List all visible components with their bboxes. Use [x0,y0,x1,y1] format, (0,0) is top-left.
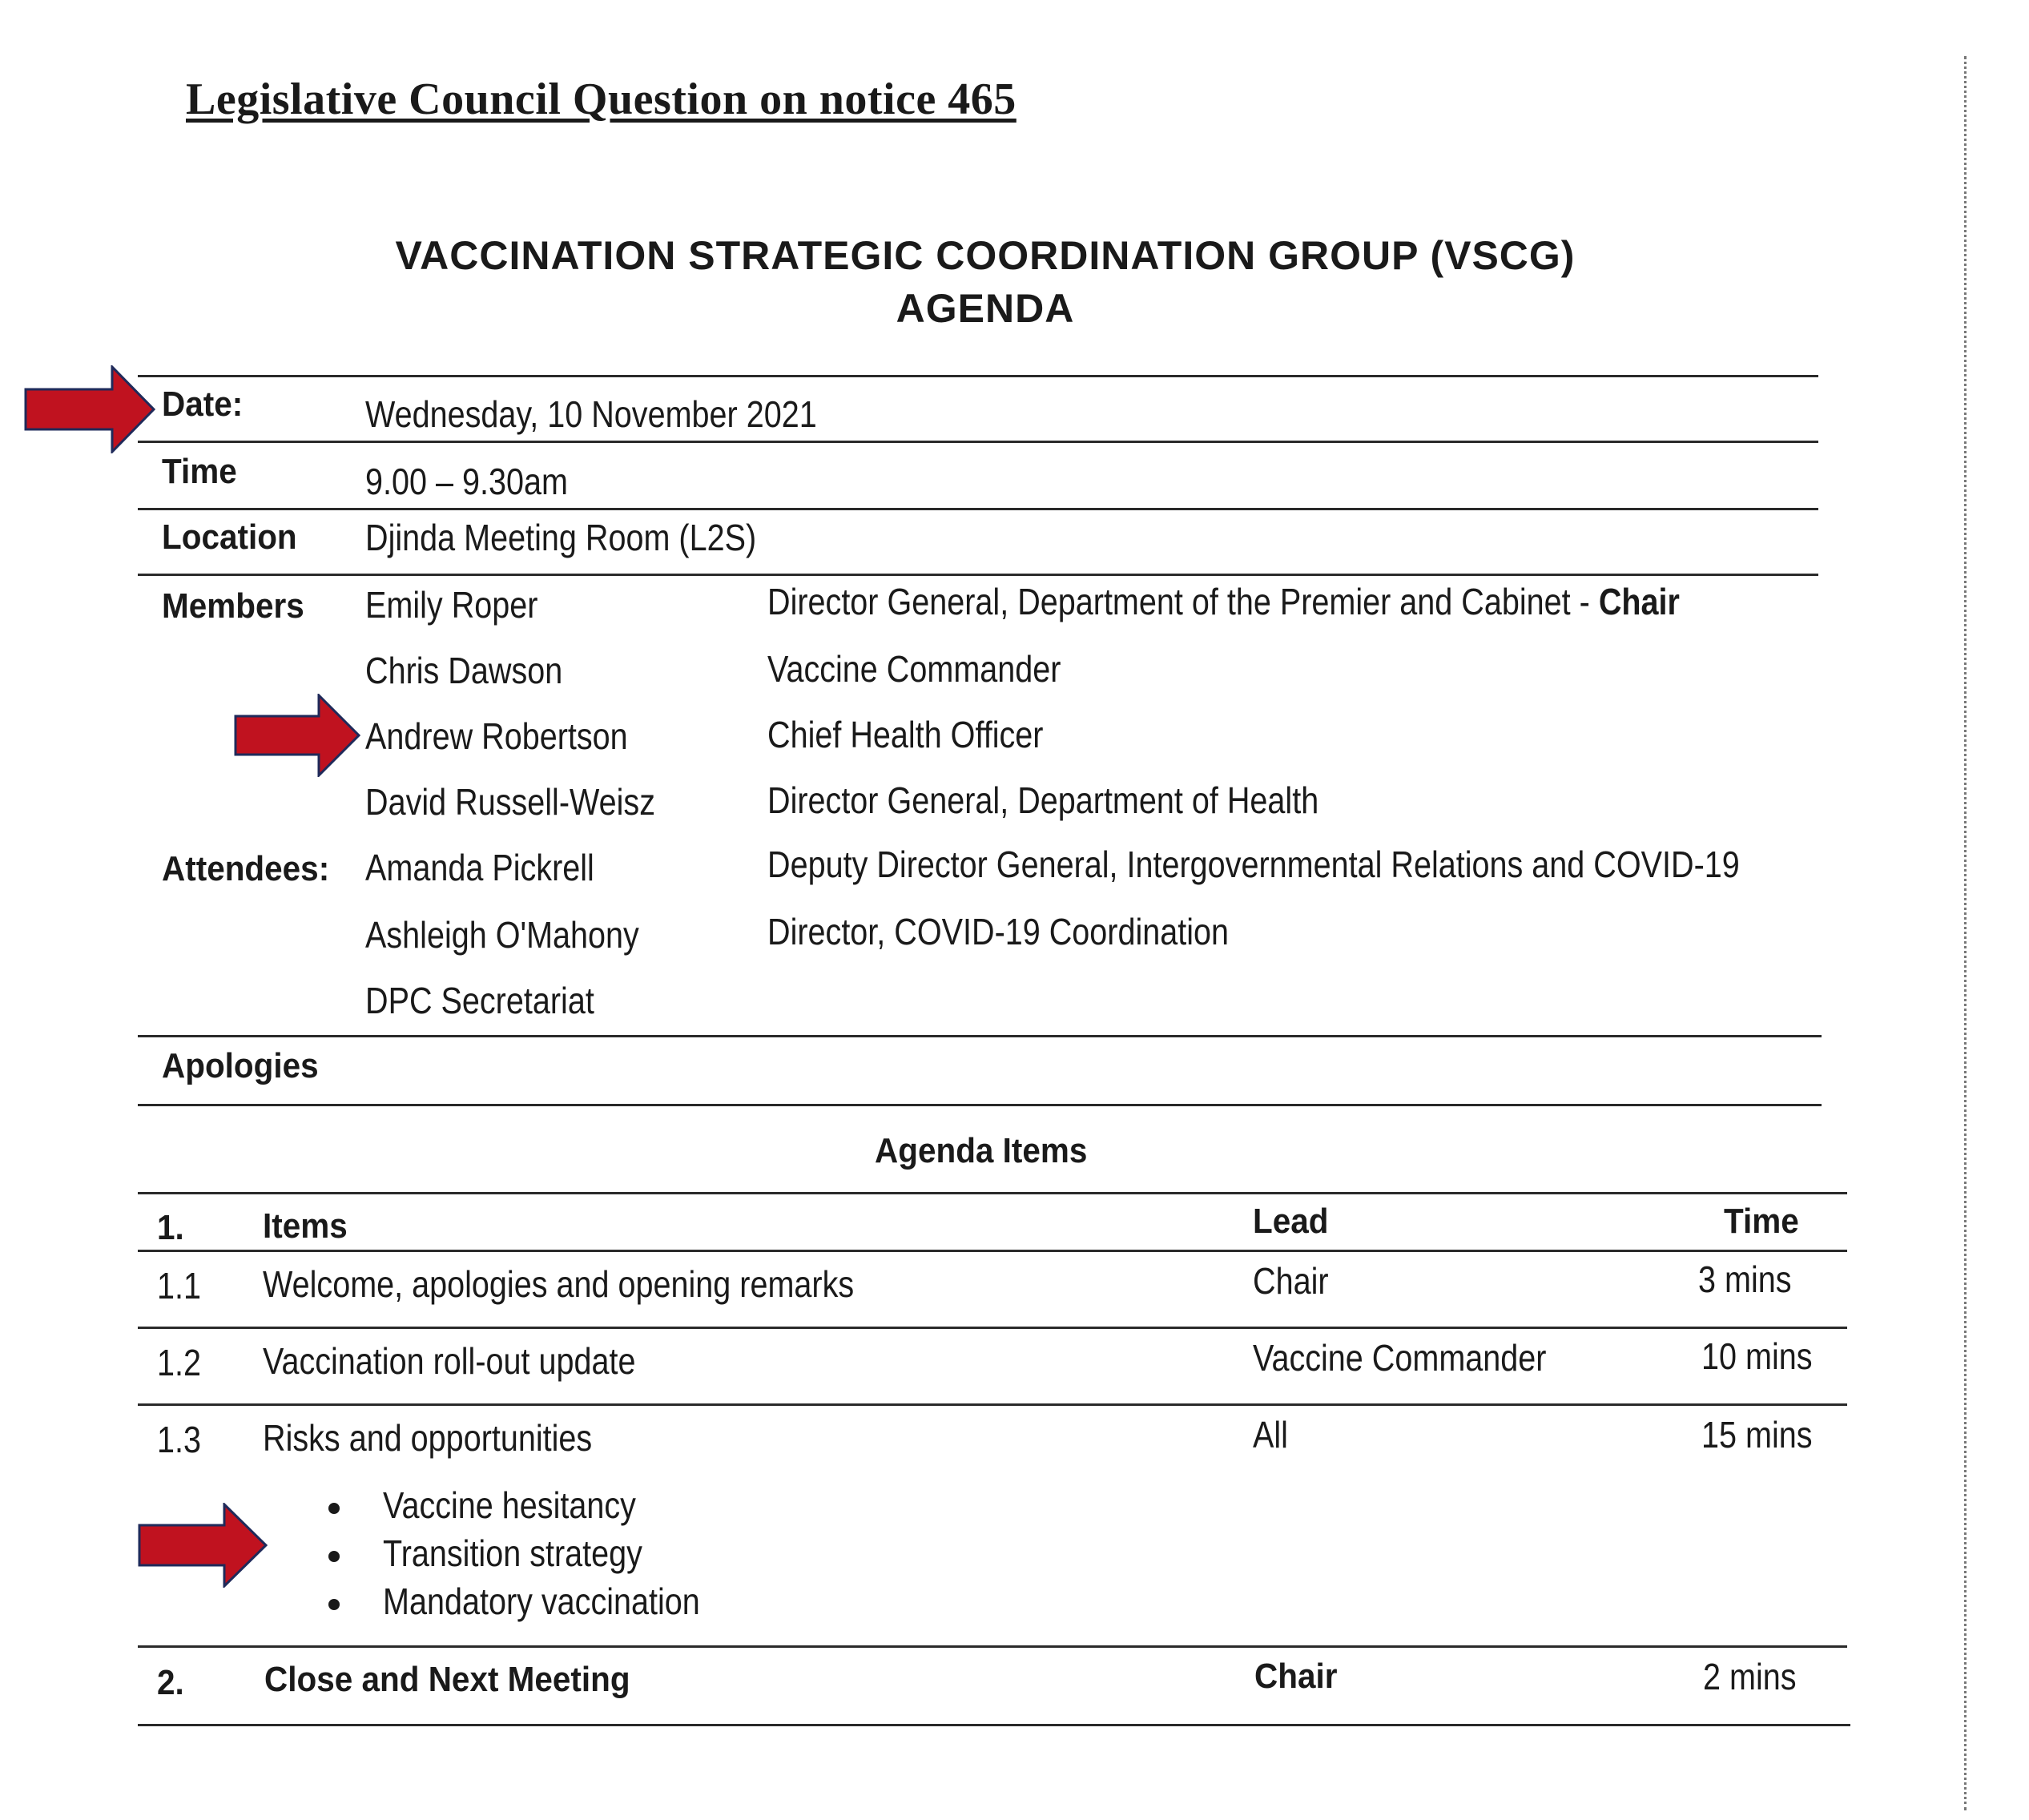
row-lead: Chair [1253,1260,1329,1302]
member-role: Vaccine Commander [767,648,1061,690]
location-label: Location [162,517,297,557]
header-time: Time [1724,1202,1799,1241]
member-name: Emily Roper [365,584,538,626]
row-time: 15 mins [1701,1414,1813,1456]
attendee-name: Amanda Pickrell [365,847,594,888]
divider-row-2 [138,1403,1847,1406]
attendee-role: Deputy Director General, Intergovernmental Relations and COVID-19 [767,844,1740,885]
member-name: David Russell-Weisz [365,781,655,823]
close-num: 2. [157,1663,184,1702]
row-item: Welcome, apologies and opening remarks [263,1263,855,1305]
date-value: Wednesday, 10 November 2021 [365,393,817,435]
divider-time [138,508,1818,510]
time-value: 9.00 – 9.30am [365,461,568,502]
attendee-name: Ashleigh O'Mahony [365,914,639,956]
agenda-heading: AGENDA [896,286,1075,331]
row-item: Risks and opportunities [263,1417,593,1459]
member-name: Chris Dawson [365,650,563,691]
divider-row-3 [138,1645,1847,1648]
divider-members [138,1035,1822,1037]
member-role: Director General, Department of the Premier and Cabinet - Chair [767,581,1680,622]
row-lead: Vaccine Commander [1253,1337,1547,1379]
row-lead: All [1253,1414,1288,1456]
scan-edge-line [1964,56,1967,1810]
row-time: 3 mins [1698,1258,1792,1300]
date-label: Date: [162,385,244,424]
apologies-label: Apologies [162,1046,319,1085]
arrow-right-icon [24,365,157,453]
divider-agenda-title [138,1192,1847,1194]
divider-apologies [138,1104,1822,1106]
attendee-name: DPC Secretariat [365,980,594,1021]
time-label: Time [162,452,237,491]
row-num: 1.2 [157,1342,201,1383]
divider-top [138,375,1818,377]
bullet-dot [328,1503,340,1514]
agenda-items-title: Agenda Items [875,1131,1088,1170]
header-num: 1. [157,1208,184,1247]
close-time: 2 mins [1703,1656,1797,1697]
close-item: Close and Next Meeting [264,1660,630,1699]
row-item: Vaccination roll-out update [263,1340,636,1382]
subitem: Transition strategy [383,1532,642,1574]
divider-date [138,441,1818,443]
divider-location [138,574,1818,576]
row-num: 1.1 [157,1265,201,1307]
subitem: Vaccine hesitancy [383,1484,636,1526]
members-label: Members [162,586,304,626]
close-lead: Chair [1254,1657,1338,1696]
header-lead: Lead [1253,1202,1329,1241]
attendees-label: Attendees: [162,849,330,888]
member-role: Director General, Department of Health [767,779,1319,821]
divider-header [138,1250,1847,1252]
bullet-dot [328,1551,340,1562]
divider-bottom [138,1724,1850,1726]
divider-row-1 [138,1327,1847,1329]
row-num: 1.3 [157,1419,201,1460]
subitem: Mandatory vaccination [383,1580,700,1622]
bullet-dot [328,1599,340,1610]
attendee-role: Director, COVID-19 Coordination [767,911,1230,952]
chair-tag: Chair [1598,581,1680,622]
location-value: Djinda Meeting Room (L2S) [365,517,757,558]
group-heading: VACCINATION STRATEGIC COORDINATION GROUP (VSCG) [395,233,1576,278]
arrow-right-icon [138,1503,269,1588]
member-name: Andrew Robertson [365,715,628,757]
member-role: Chief Health Officer [767,714,1044,755]
header-items: Items [263,1206,348,1246]
document-title: Legislative Council Question on notice 465 [186,74,1017,124]
row-time: 10 mins [1701,1335,1813,1377]
arrow-right-icon [234,694,362,777]
